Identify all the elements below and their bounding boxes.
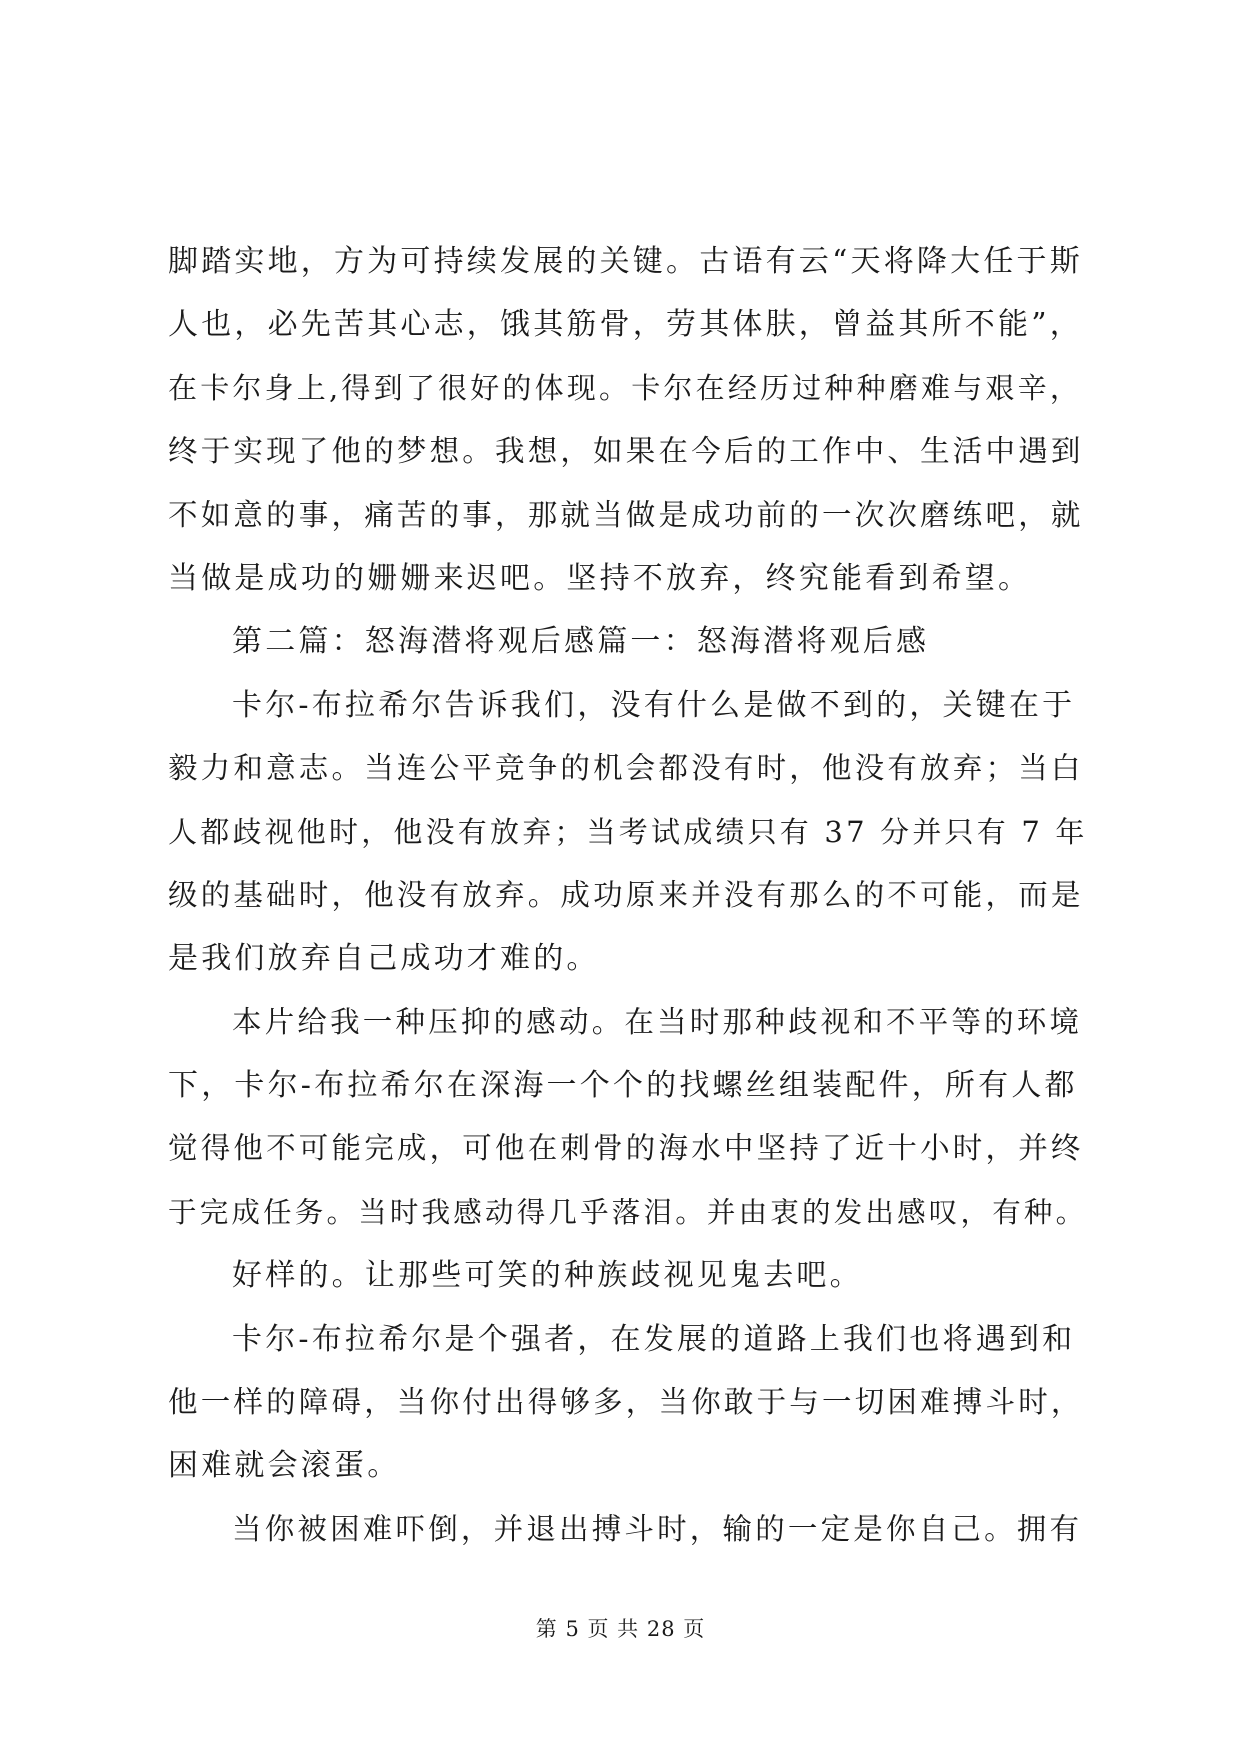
text-line: 人也，必先苦其心志，饿其筋骨，劳其体肤，曾益其所不能”， bbox=[168, 307, 1083, 343]
text-line: 级的基础时，他没有放弃。成功原来并没有那么的不可能，而是 bbox=[168, 877, 1084, 912]
text-line: 他一样的障碍，当你付出得够多，当你敢于与一切困难搏斗时， bbox=[168, 1385, 1084, 1420]
text-line: 觉得他不可能完成，可他在刺骨的海水中坚持了近十小时，并终 bbox=[168, 1131, 1084, 1166]
text-line: 困难就会滚蛋。 bbox=[168, 1448, 401, 1484]
text-line: 当做是成功的姗姗来迟吧。坚持不放弃，终究能看到希望。 bbox=[168, 560, 1032, 596]
text-line: 下，卡尔-布拉希尔在深海一个个的找螺丝组装配件，所有人都 bbox=[168, 1068, 1078, 1104]
text-line: 本片给我一种压抑的感动。在当时那种歧视和不平等的环境 bbox=[232, 1004, 1083, 1039]
text-line: 在卡尔身上,得到了很好的体现。卡尔在经历过种种磨难与艰辛， bbox=[168, 370, 1083, 405]
text-line: 毅力和意志。当连公平竞争的机会都没有时，他没有放弃；当白 bbox=[168, 751, 1084, 786]
text-line: 当你被困难吓倒，并退出搏斗时，输的一定是你自己。拥有 bbox=[232, 1511, 1083, 1546]
page-footer: 第 5 页 共 28 页 bbox=[535, 1617, 706, 1641]
text-line: 第二篇：怒海潜将观后感篇一：怒海潜将观后感 bbox=[232, 624, 930, 660]
text-line: 脚踏实地，方为可持续发展的关键。古语有云“天将降大任于斯 bbox=[168, 244, 1083, 279]
text-line: 于完成任务。当时我感动得几乎落泪。并由衷的发出感叹，有种。 bbox=[168, 1195, 1088, 1229]
text-line: 卡尔-布拉希尔告诉我们，没有什么是做不到的，关键在于 bbox=[232, 687, 1076, 723]
text-line: 卡尔-布拉希尔是个强者，在发展的道路上我们也将遇到和 bbox=[232, 1321, 1076, 1357]
text-line: 终于实现了他的梦想。我想，如果在今后的工作中、生活中遇到 bbox=[168, 434, 1084, 469]
text-line: 人都歧视他时，他没有放弃；当考试成绩只有 37 分并只有 7 年 bbox=[168, 814, 1088, 849]
text-line: 是我们放弃自己成功才难的。 bbox=[168, 941, 600, 977]
text-line: 不如意的事，痛苦的事，那就当做是成功前的一次次磨练吧，就 bbox=[168, 497, 1084, 532]
body-text bbox=[168, 230, 1088, 1561]
text-line: 好样的。让那些可笑的种族歧视见鬼去吧。 bbox=[232, 1258, 863, 1294]
